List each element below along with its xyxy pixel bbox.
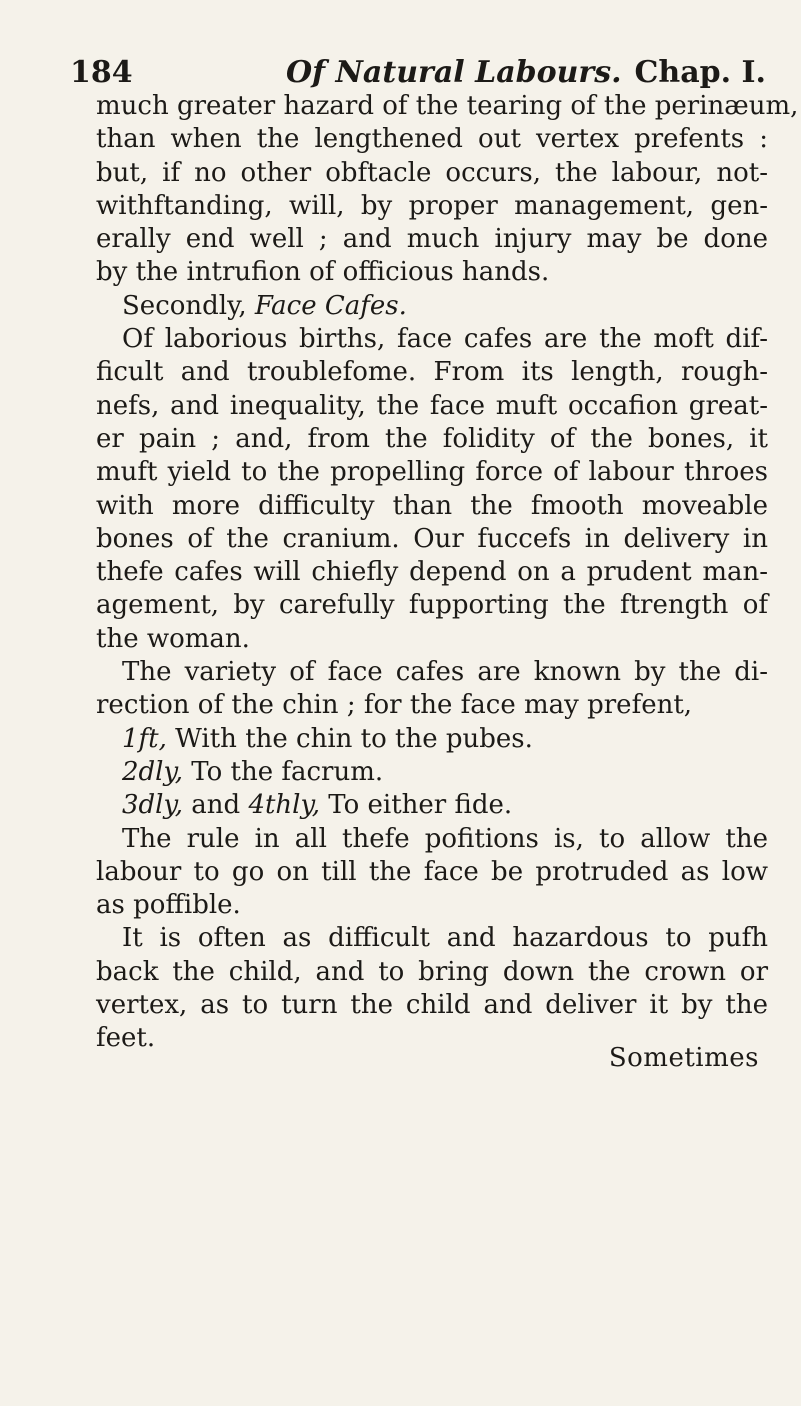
text-line: withftanding, will, by proper management, gen-: [96, 190, 768, 221]
text-line: nefs, and inequality, the face muft occafion great-: [96, 390, 768, 421]
body-text: [96, 90, 799, 1056]
text-line: by the intrufion of officious hands.: [96, 257, 550, 288]
page-number: 184: [70, 55, 133, 90]
text-line: vertex, as to turn the child and deliver it by the: [96, 990, 768, 1021]
position-ordinal: 3dly,: [122, 790, 184, 821]
chapter-label: Chap. I.: [634, 55, 766, 90]
position-text: To either fide.: [320, 790, 513, 821]
text-line: rection of the chin ; for the face may prefent,: [96, 690, 693, 721]
text-line: much greater hazard of the tearing of the perinæum,: [96, 91, 799, 121]
text-line: labour to go on till the face be protruded as low: [96, 856, 768, 887]
text-line: The variety of face cafes are known by the di-: [122, 657, 768, 688]
text-line: than when the lengthened out vertex prefents :: [96, 124, 768, 155]
text-line: back the child, and to bring down the crown or: [96, 956, 768, 987]
text-line: er pain ; and, from the folidity of the bones, it: [96, 423, 768, 454]
text-line: feet.: [96, 1023, 156, 1054]
text-line: with more difficulty than the fmooth moveable: [96, 490, 768, 521]
text-line: The rule in all thefe pofitions is, to allow the: [122, 823, 768, 854]
position-ordinal: 1ft,: [122, 723, 167, 754]
position-item: [96, 789, 768, 822]
text-line: ficult and troublefome. From its length, rough-: [96, 357, 768, 388]
position-item: [96, 723, 768, 756]
text-line: It is often as difficult and hazardous to pufh: [122, 923, 768, 954]
position-conjunction: and: [183, 790, 249, 821]
text-line: agement, by carefully fupporting the ftrength of: [96, 590, 768, 621]
text-line: the woman.: [96, 623, 250, 654]
text-line: as poffible.: [96, 890, 241, 921]
position-ordinal: 2dly,: [122, 756, 184, 787]
position-text: To the facrum.: [183, 756, 384, 787]
position-item: [96, 756, 768, 789]
position-ordinal: 4thly,: [248, 790, 320, 821]
running-title: Of Natural Labours.: [286, 55, 622, 90]
catchword: Sometimes: [608, 1043, 759, 1073]
text-line: muft yield to the propelling force of labour throes: [96, 457, 768, 488]
section-label: Secondly,: [122, 290, 247, 321]
section-title: Face Cafes.: [254, 290, 407, 321]
text-line: but, if no other obftacle occurs, the labour, not-: [96, 157, 768, 188]
position-text: With the chin to the pubes.: [166, 723, 533, 754]
section-heading: [96, 290, 768, 323]
text-line: thefe cafes will chiefly depend on a prudent man-: [96, 557, 768, 588]
text-line: Of laborious births, face cafes are the moft dif-: [122, 324, 768, 355]
text-line: bones of the cranium. Our fuccefs in delivery in: [96, 523, 768, 554]
text-line: erally end well ; and much injury may be done: [96, 224, 768, 255]
